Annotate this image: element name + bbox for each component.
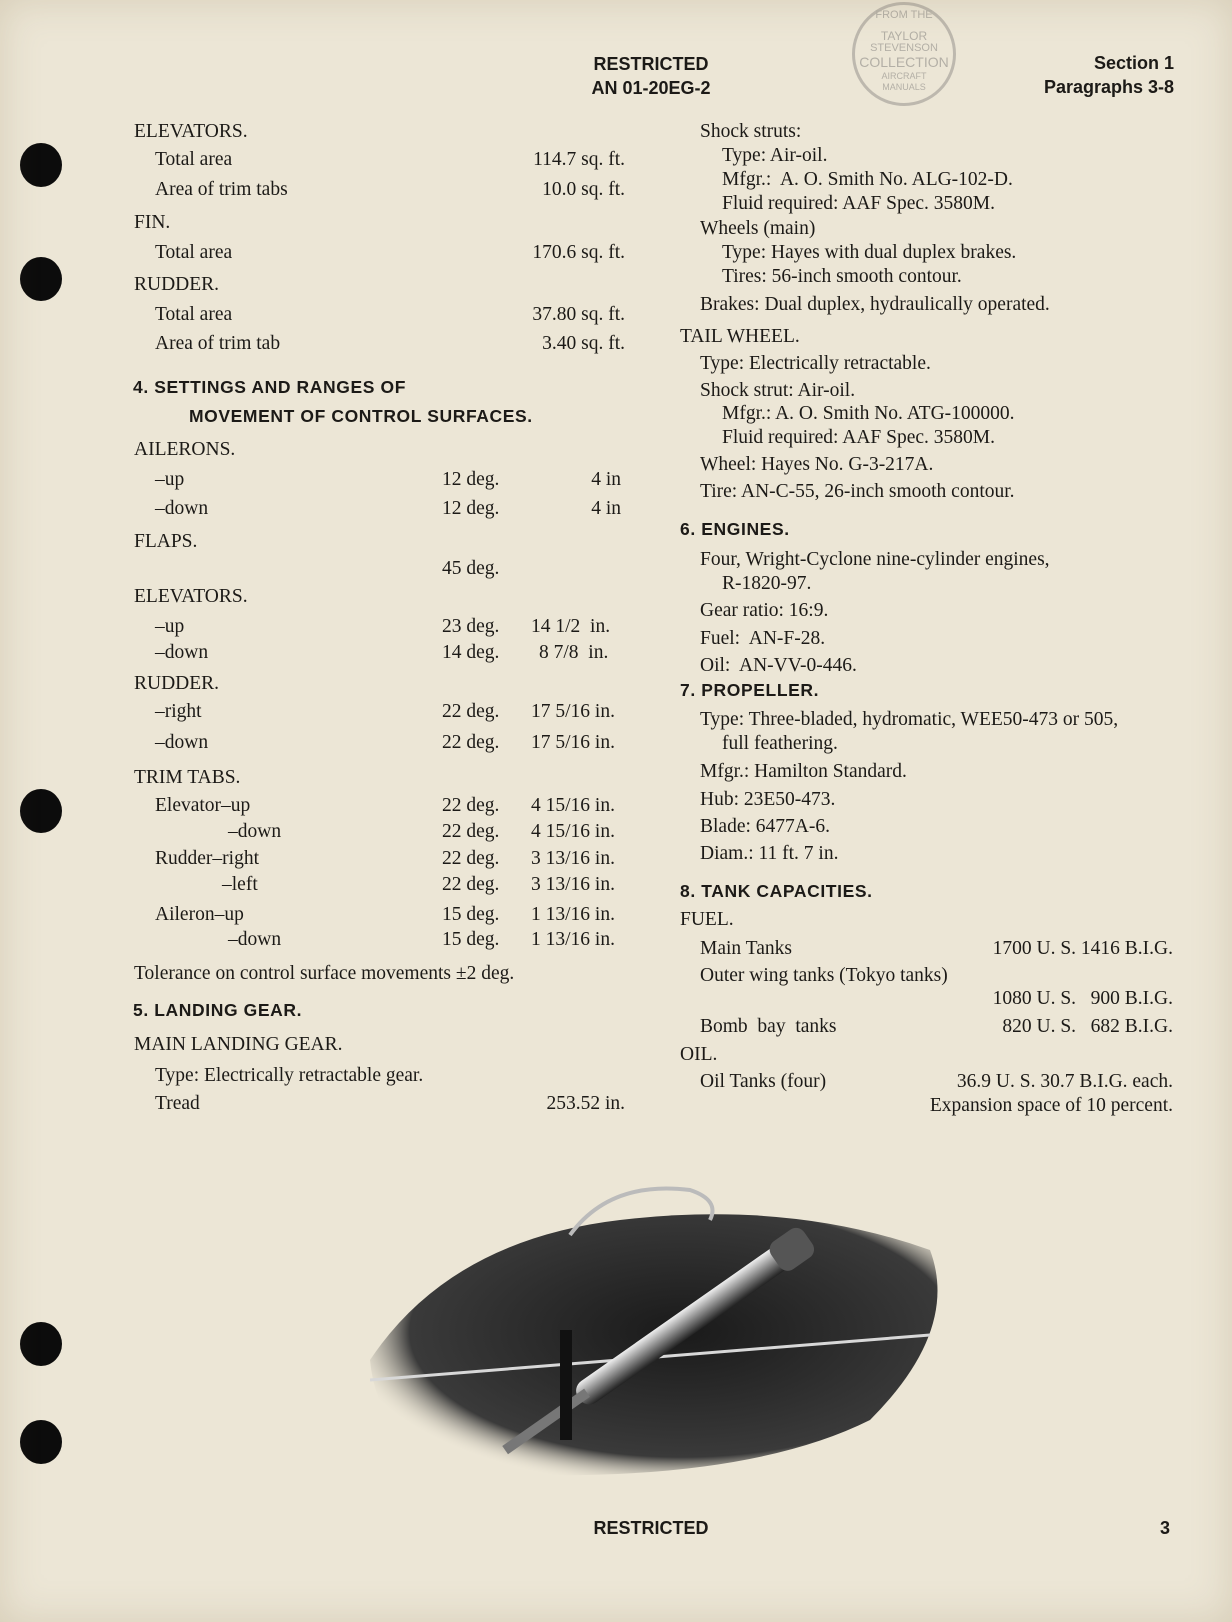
deg-value: 12 deg. <box>442 498 500 519</box>
binder-hole <box>20 1420 62 1464</box>
text-line: Blade: 6477A-6. <box>700 816 830 837</box>
header-section: Section 1 <box>1093 53 1174 73</box>
header-paragraphs: Paragraphs 3-8 <box>1043 77 1174 97</box>
wheels-heading: Wheels (main) <box>700 218 816 239</box>
text-line: Type: Electrically retractable. <box>700 353 931 374</box>
main-landing-gear-heading: MAIN LANDING GEAR. <box>134 1034 343 1055</box>
text-line: Fuel: AN-F-28. <box>700 628 826 649</box>
inch-value: 4 15/16 in. <box>531 821 615 842</box>
label: –down <box>228 821 282 842</box>
oil-heading: OIL. <box>680 1044 718 1065</box>
binder-hole <box>20 143 62 187</box>
deg-value: 45 deg. <box>442 558 500 579</box>
value: 10.0 sq. ft. <box>542 179 625 200</box>
inch-value: 3 13/16 in. <box>531 848 615 869</box>
inch-value: 1 13/16 in. <box>531 904 615 925</box>
label: Total area <box>155 149 233 170</box>
deg-value: 12 deg. <box>442 469 500 490</box>
section-7-heading: 7. PROPELLER. <box>680 680 820 700</box>
text-line: Mfgr.: A. O. Smith No. ALG-102-D. <box>722 169 1013 190</box>
binder-hole <box>20 1322 62 1366</box>
deg-value: 15 deg. <box>442 904 500 925</box>
text-line: Brakes: Dual duplex, hydraulically operated. <box>700 294 1050 315</box>
label: Main Tanks <box>700 938 792 959</box>
inch-value: 4 15/16 in. <box>531 795 615 816</box>
label: –up <box>155 616 185 637</box>
binder-hole <box>20 789 62 833</box>
header-doc-number: AN 01-20EG-2 <box>591 78 711 98</box>
inch-value: 4 in <box>591 469 621 490</box>
inch-value: 4 in <box>591 498 621 519</box>
label: Oil Tanks (four) <box>700 1071 827 1092</box>
label: Bomb bay tanks <box>700 1016 837 1037</box>
rudder-heading: RUDDER. <box>134 673 220 694</box>
value: 37.80 sq. ft. <box>532 304 625 325</box>
text-line: Type: Air-oil. <box>722 145 828 166</box>
fin-heading: FIN. <box>134 212 171 233</box>
flaps-heading: FLAPS. <box>134 531 198 552</box>
fuel-heading: FUEL. <box>680 909 734 930</box>
label: –down <box>155 642 209 663</box>
deg-value: 23 deg. <box>442 616 500 637</box>
value: 1080 U. S. 900 B.I.G. <box>992 988 1173 1009</box>
section-4-heading-cont: MOVEMENT OF CONTROL SURFACES. <box>189 406 533 426</box>
label: Total area <box>155 304 233 325</box>
label: –down <box>155 732 209 753</box>
section-5-heading: 5. LANDING GEAR. <box>133 1000 303 1020</box>
label: –up <box>155 469 185 490</box>
text-line: Gear ratio: 16:9. <box>700 600 829 621</box>
deg-value: 15 deg. <box>442 929 500 950</box>
value: 3.40 sq. ft. <box>542 333 625 354</box>
section-6-heading: 6. ENGINES. <box>680 519 790 539</box>
label: Aileron–up <box>155 904 244 925</box>
text-line: full feathering. <box>722 733 838 754</box>
text-line: Four, Wright-Cyclone nine-cylinder engines, <box>700 549 1050 570</box>
text-line: Oil: AN-VV-0-446. <box>700 655 857 676</box>
rudder-heading: RUDDER. <box>134 274 220 295</box>
gear-type: Type: Electrically retractable gear. <box>155 1065 424 1086</box>
elevators-heading: ELEVATORS. <box>134 121 248 142</box>
collection-stamp: FROM THE TAYLOR STEVENSON COLLECTION AIRCRAFT MANUALS <box>852 2 956 106</box>
shock-struts-heading: Shock struts: <box>700 121 802 142</box>
inch-value: 14 1/2 in. <box>531 616 611 637</box>
deg-value: 22 deg. <box>442 848 500 869</box>
inch-value: 3 13/16 in. <box>531 874 615 895</box>
inch-value: 17 5/16 in. <box>531 701 615 722</box>
text-line: Diam.: 11 ft. 7 in. <box>700 843 839 864</box>
text-line: Tires: 56-inch smooth contour. <box>722 266 962 287</box>
text-line: Mfgr.: A. O. Smith No. ATG-100000. <box>722 403 1015 424</box>
text-line: Wheel: Hayes No. G-3-217A. <box>700 454 934 475</box>
value: 36.9 U. S. 30.7 B.I.G. each. <box>956 1071 1173 1092</box>
inch-value: 1 13/16 in. <box>531 929 615 950</box>
value: 170.6 sq. ft. <box>532 242 625 263</box>
label: Area of trim tab <box>155 333 281 354</box>
value: 820 U. S. 682 B.I.G. <box>1002 1016 1173 1037</box>
ailerons-heading: AILERONS. <box>134 439 236 460</box>
page-number: 3 <box>1160 1518 1171 1538</box>
value: 114.7 sq. ft. <box>533 149 625 170</box>
label: Tread <box>155 1093 200 1114</box>
header-restricted: RESTRICTED <box>593 54 709 74</box>
deg-value: 22 deg. <box>442 795 500 816</box>
text-line: Tire: AN-C-55, 26-inch smooth contour. <box>700 481 1015 502</box>
label: Total area <box>155 242 233 263</box>
tool-photo <box>370 1180 960 1480</box>
elevators-heading: ELEVATORS. <box>134 586 248 607</box>
label: Rudder–right <box>155 848 259 869</box>
label: –down <box>228 929 282 950</box>
text-line: Fluid required: AAF Spec. 3580M. <box>722 193 995 214</box>
text-line: Shock strut: Air-oil. <box>700 380 856 401</box>
deg-value: 22 deg. <box>442 821 500 842</box>
value: 1700 U. S. 1416 B.I.G. <box>992 938 1173 959</box>
label: –left <box>222 874 258 895</box>
text-line: Type: Three-bladed, hydromatic, WEE50-473 or 505, <box>700 709 1119 730</box>
text-line: Fluid required: AAF Spec. 3580M. <box>722 427 995 448</box>
expansion-note: Expansion space of 10 percent. <box>929 1095 1173 1116</box>
label: Outer wing tanks (Tokyo tanks) <box>700 965 948 986</box>
binder-hole <box>20 257 62 301</box>
deg-value: 14 deg. <box>442 642 500 663</box>
section-4-heading: 4. SETTINGS AND RANGES OF <box>133 377 406 397</box>
tail-wheel-heading: TAIL WHEEL. <box>680 326 800 347</box>
deg-value: 22 deg. <box>442 701 500 722</box>
label: Area of trim tabs <box>155 179 288 200</box>
footer-restricted: RESTRICTED <box>593 1518 709 1538</box>
deg-value: 22 deg. <box>442 874 500 895</box>
text-line: Type: Hayes with dual duplex brakes. <box>722 242 1017 263</box>
inch-value: 8 7/8 in. <box>539 642 609 663</box>
text-line: R-1820-97. <box>722 573 812 594</box>
label: Elevator–up <box>155 795 251 816</box>
tolerance-note: Tolerance on control surface movements ±2 deg. <box>134 963 515 984</box>
section-8-heading: 8. TANK CAPACITIES. <box>680 881 873 901</box>
text-line: Mfgr.: Hamilton Standard. <box>700 761 907 782</box>
inch-value: 17 5/16 in. <box>531 732 615 753</box>
value: 253.52 in. <box>546 1093 625 1114</box>
text-line: Hub: 23E50-473. <box>700 789 836 810</box>
label: –right <box>155 701 202 722</box>
deg-value: 22 deg. <box>442 732 500 753</box>
label: –down <box>155 498 209 519</box>
trim-tabs-heading: TRIM TABS. <box>134 767 241 788</box>
